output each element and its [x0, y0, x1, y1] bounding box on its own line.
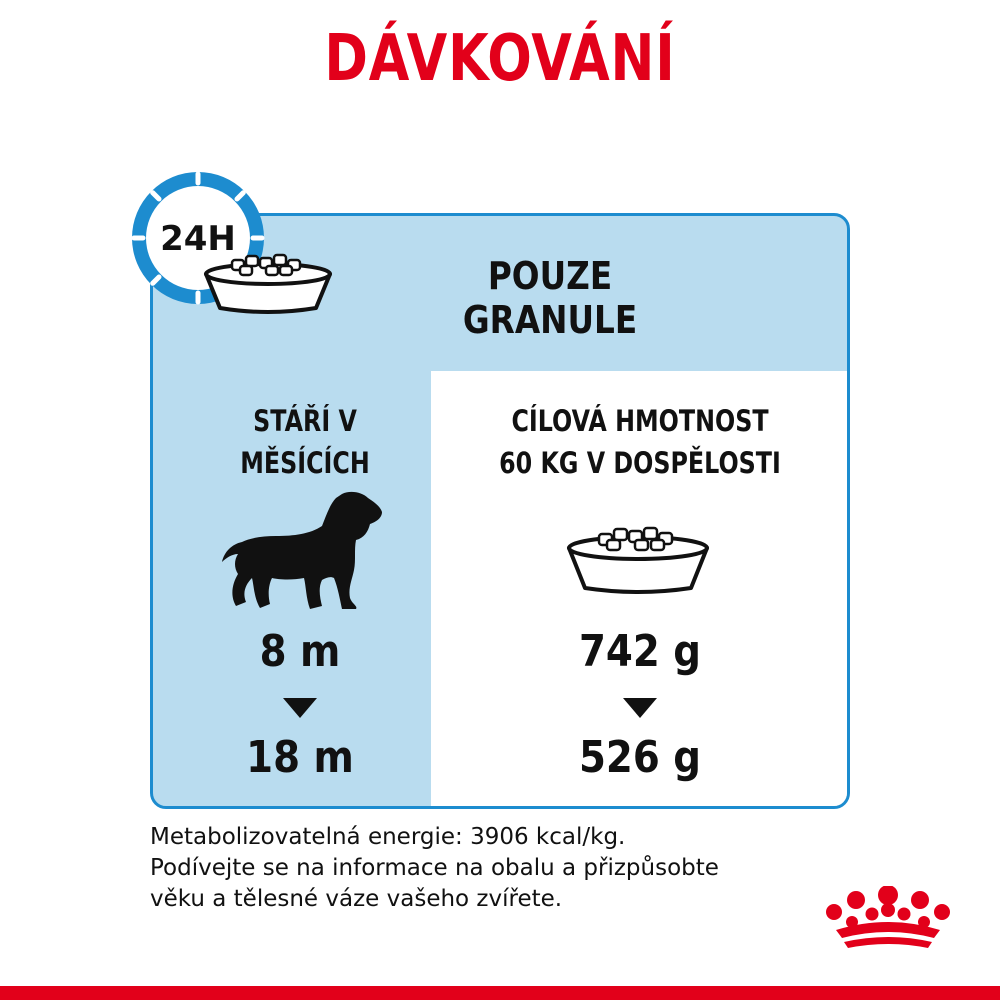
header-right-line-2: GRANULE — [462, 298, 638, 342]
clock-label: 24H — [160, 219, 236, 259]
royal-canin-crown-logo — [822, 886, 954, 956]
age-heading — [219, 400, 391, 484]
weight-heading — [480, 400, 800, 484]
page-title: DÁVKOVÁNÍ — [324, 22, 676, 96]
age-end-value: 18 m — [246, 732, 354, 783]
header-right — [412, 254, 687, 342]
down-arrow-icon — [623, 698, 657, 718]
age-start-value: 8 m — [259, 626, 341, 677]
footer-note — [150, 822, 830, 915]
weight-heading-line-1: CÍLOVÁ HMOTNOST — [511, 404, 769, 438]
food-bowl-icon — [563, 520, 713, 596]
down-arrow-icon — [283, 698, 317, 718]
dose-end-value: 526 g — [578, 732, 702, 783]
bottom-brand-bar — [0, 986, 1000, 1000]
dog-icon — [222, 488, 384, 610]
age-heading-line-2: MĚSÍCÍCH — [240, 446, 370, 480]
food-bowl-icon-small — [200, 248, 336, 316]
dose-start-value: 742 g — [578, 626, 702, 677]
header-right-line-1: POUZE — [487, 254, 613, 298]
footer-line-2: Podívejte se na informace na obalu a přizpůsobte — [150, 855, 719, 881]
weight-heading-line-2: 60 KG V DOSPĚLOSTI — [499, 446, 781, 480]
age-heading-line-1: STÁŘÍ V — [253, 404, 357, 438]
footer-line-3: věku a tělesné váze vašeho zvířete. — [150, 886, 563, 912]
footer-line-1: Metabolizovatelná energie: 3906 kcal/kg. — [150, 824, 626, 850]
